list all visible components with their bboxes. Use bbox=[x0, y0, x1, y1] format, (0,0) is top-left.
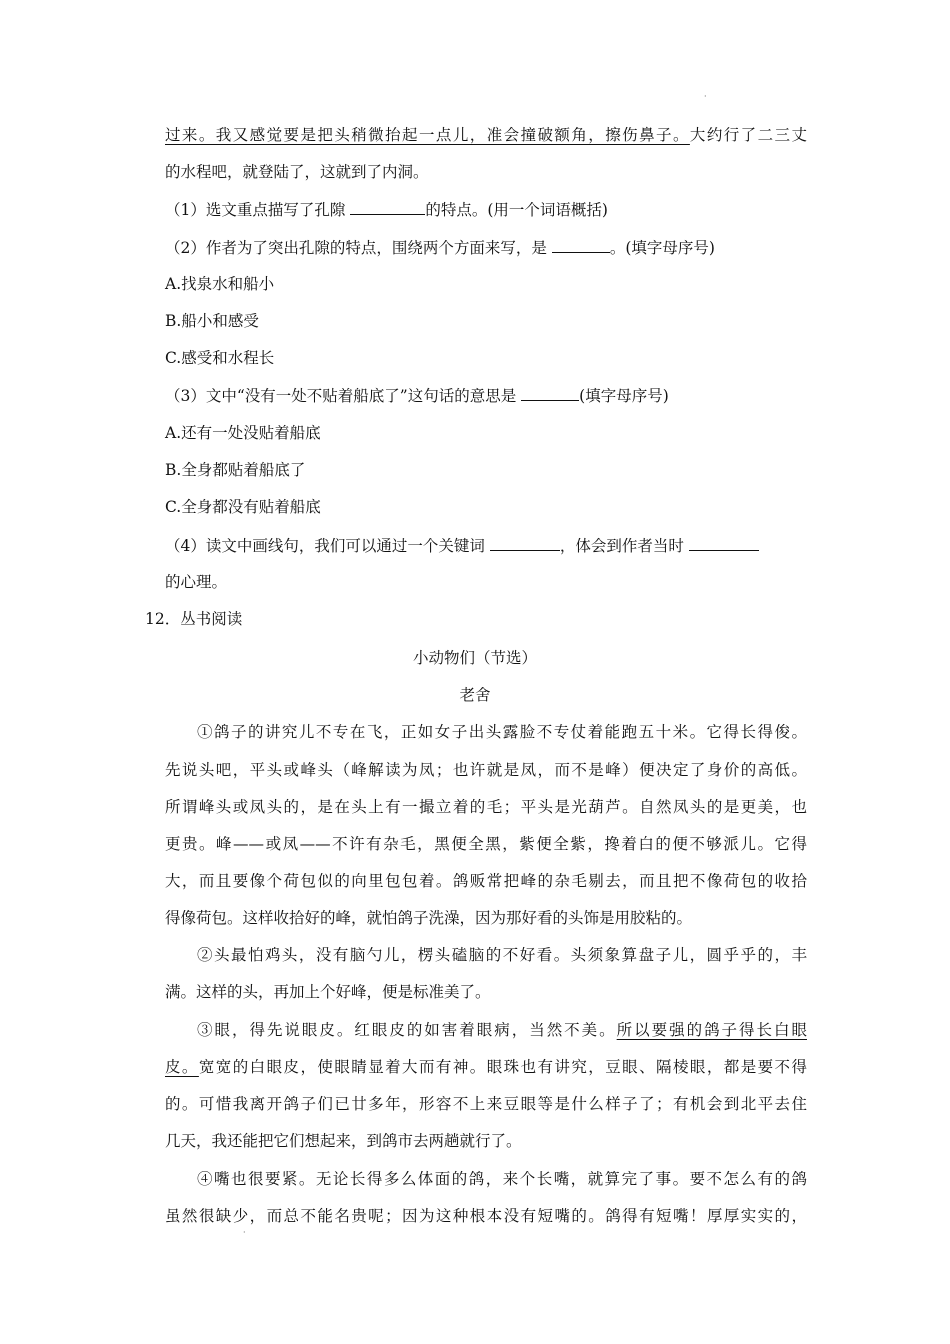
section-heading: 12．丛书阅读 bbox=[145, 610, 243, 628]
paragraph-4: ④嘴也很要紧。无论长得多么体面的鸽，来个长嘴，就算完了事。要不怎么有的鸽 bbox=[197, 1170, 807, 1188]
article-title: 小动物们（节选） bbox=[412, 649, 537, 667]
paragraph-2: ②头最怕鸡头，没有脑勺儿，楞头磕脑的不好看。头须象算盘子儿，圆乎乎的，丰 bbox=[197, 946, 807, 964]
underlined-sentence: 所以要强的鸽子得长白眼 bbox=[616, 1021, 807, 1039]
option-c: C.感受和水程长 bbox=[165, 349, 275, 367]
question-3: （3）文中“没有一处不贴着船底了”这句话的意思是 (填字母序号) bbox=[165, 384, 807, 407]
paragraph-3: 的。可惜我离开鸽子们已廿多年，形容不上来豆眼等是什么样子了；有机会到北平去住 bbox=[165, 1095, 807, 1113]
paragraph-1: 大，而且要像个荷包似的向里包包着。鸽贩常把峰的杂毛剔去，而且把不像荷包的收拾 bbox=[165, 872, 807, 890]
option-c: C.全身都没有贴着船底 bbox=[165, 498, 321, 516]
paragraph-3: 几天，我还能把它们想起来，到鸽市去两趟就行了。 bbox=[165, 1132, 522, 1150]
answer-blank[interactable] bbox=[521, 384, 579, 401]
question-2: （2）作者为了突出孔隙的特点，围绕两个方面来写，是 。(填字母序号) bbox=[165, 236, 807, 259]
paragraph-1: 所谓峰头或凤头的，是在头上有一撮立着的毛；平头是光葫芦。自然凤头的是更美，也 bbox=[165, 798, 807, 816]
question-4-cont: 的心理。 bbox=[165, 573, 228, 591]
stray-mark: · bbox=[704, 92, 707, 101]
question-4: （4）读文中画线句，我们可以通过一个关键词 ，体会到作者当时 bbox=[165, 534, 807, 557]
stray-mark: · bbox=[243, 1228, 246, 1237]
passage-line: 的水程吧，就登陆了，这就到了内洞。 bbox=[165, 163, 429, 181]
underlined-sentence: 皮。 bbox=[165, 1058, 199, 1076]
question-1: （1）选文重点描写了孔隙 的特点。(用一个词语概括) bbox=[165, 198, 807, 221]
answer-blank[interactable] bbox=[689, 534, 759, 551]
paragraph-1: ①鸽子的讲究儿不专在飞，正如女子出头露脸不专仗着能跑五十米。它得长得俊。 bbox=[197, 723, 807, 741]
option-b: B.全身都贴着船底了 bbox=[165, 461, 306, 479]
paragraph-1: 先说头吧，平头或峰头（峰解读为凤；也许就是凤，而不是峰）便决定了身价的高低。 bbox=[165, 761, 807, 779]
paragraph-2: 满。这样的头，再加上个好峰，便是标准美了。 bbox=[165, 983, 491, 1001]
answer-blank[interactable] bbox=[552, 236, 610, 253]
passage-line: 过来。我又感觉要是把头稍微抬起一点儿，准会撞破额角，擦伤鼻子。大约行了二三丈 bbox=[165, 126, 807, 144]
answer-blank[interactable] bbox=[490, 534, 560, 551]
paragraph-1: 得像荷包。这样收拾好的峰，就怕鸽子洗澡，因为那好看的头饰是用胶粘的。 bbox=[165, 909, 693, 927]
article-author: 老舍 bbox=[459, 686, 491, 704]
paragraph-3: 皮。宽宽的白眼皮，使眼睛显着大而有神。眼珠也有讲究，豆眼、隔棱眼，都是要不得 bbox=[165, 1058, 807, 1076]
option-b: B.船小和感受 bbox=[165, 312, 259, 330]
paragraph-3: ③眼，得先说眼皮。红眼皮的如害着眼病，当然不美。所以要强的鸽子得长白眼 bbox=[197, 1021, 807, 1039]
underlined-sentence: 过来。我又感觉要是把头稍微抬起一点儿，准会撞破额角，擦伤鼻子。 bbox=[165, 126, 690, 144]
option-a: A.还有一处没贴着船底 bbox=[165, 424, 321, 442]
answer-blank[interactable] bbox=[350, 198, 425, 215]
paragraph-1: 更贵。峰——或凤——不许有杂毛，黑便全黑，紫便全紫，搀着白的便不够派儿。它得 bbox=[165, 835, 807, 853]
paragraph-4: 虽然很缺少，而总不能名贵呢；因为这种根本没有短嘴的。鸽得有短嘴！厚厚实实的， bbox=[165, 1207, 807, 1225]
option-a: A.找泉水和船小 bbox=[165, 275, 275, 293]
